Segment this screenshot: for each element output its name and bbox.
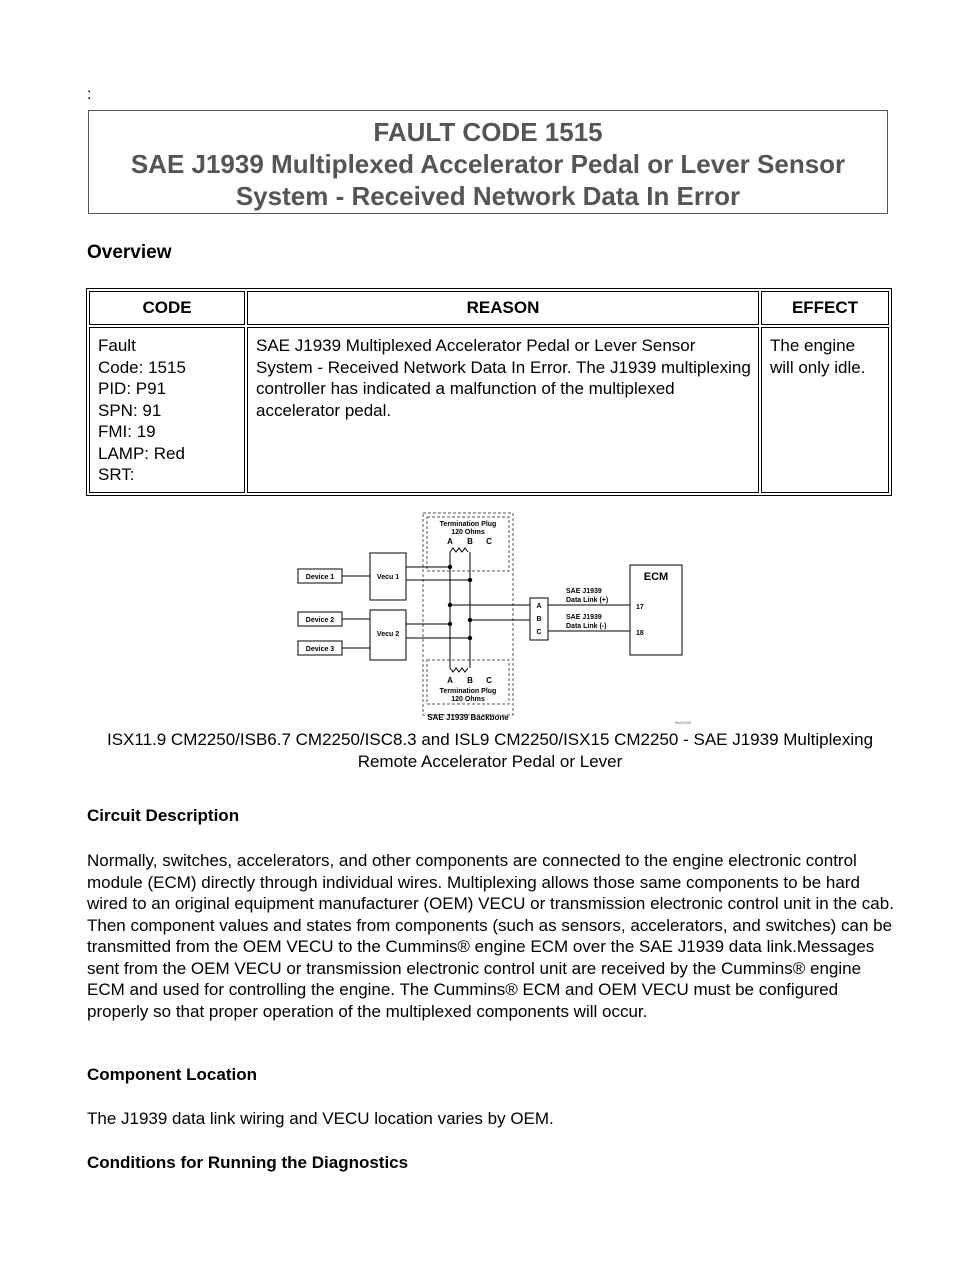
data-link-minus-label-2: Data Link (-) — [566, 623, 607, 630]
header-reason: REASON — [247, 291, 759, 325]
header-code: CODE — [89, 291, 245, 325]
top-pin-a: A — [447, 537, 453, 546]
connector-pin-b: B — [536, 616, 542, 623]
vecu-1-label: Vecu 1 — [376, 574, 400, 581]
figure-caption: ISX11.9 CM2250/ISB6.7 CM2250/ISC8.3 and ISL9 CM2250/ISX15 CM2250 - SAE J1939 Multiplexing Remote Accelerator Pedal or Lever — [106, 730, 874, 771]
page-colon: : — [87, 86, 92, 103]
connector-pin-c: C — [536, 629, 542, 636]
device-2-label: Device 2 — [305, 617, 335, 624]
top-pin-c: C — [486, 537, 492, 546]
backbone-label: SAE J1939 Backbone — [427, 713, 509, 722]
device-1-label: Device 1 — [305, 574, 335, 581]
overview-table — [86, 288, 892, 496]
top-pin-b: B — [467, 537, 473, 546]
title-line-1: FAULT CODE 1515 — [373, 117, 603, 147]
ecm-pin-17: 17 — [636, 604, 644, 611]
overview-heading: Overview — [87, 242, 172, 263]
title-line-2: SAE J1939 Multiplexed Accelerator Pedal or Lever Sensor — [130, 149, 846, 179]
top-resistor — [450, 548, 468, 552]
table-header-row — [89, 291, 889, 325]
code-line: PID: P91 — [98, 379, 167, 398]
splice-dot — [448, 565, 452, 569]
connector-pin-a: A — [536, 603, 542, 610]
data-link-plus-label-2: Data Link (+) — [566, 597, 609, 604]
fault-code-title-box — [88, 110, 888, 214]
table-row — [89, 327, 889, 493]
component-location-heading: Component Location — [87, 1065, 257, 1084]
circuit-description-text: Normally, switches, accelerators, and other components are connected to the engine electronic control module (ECM) directly through individual wires. Multiplexing allows those same components to be hard wired to an original equipment manufacturer (OEM) VECU or transmission electronic control unit in the cab. Then component values and states from components (such as sensors, accelerators, and switches) can be transmitted from the OEM VECU to the Cummins® engine ECM over the SAE J1939 data link.Messages sent from the OEM VECU or transmission electronic control unit are received by the Cummins® engine ECM and used for controlling the engine. The Cummins® ECM and OEM VECU must be configured properly so that proper operation of the multiplexed components will occur. — [87, 851, 894, 1021]
j1939-wiring-diagram — [290, 508, 710, 728]
ecm-pin-18: 18 — [636, 630, 644, 637]
splice-dot — [468, 636, 472, 640]
code-line: Fault — [98, 336, 136, 355]
bottom-plug-label: Termination Plug — [439, 688, 497, 695]
splice-dot — [468, 618, 472, 622]
bottom-plug-ohms: 120 Ohms — [451, 696, 485, 703]
vecu-2-label: Vecu 2 — [376, 631, 400, 638]
splice-dot — [448, 603, 452, 607]
title-line-3: System - Received Network Data In Error — [235, 181, 741, 211]
component-location-text: The J1939 data link wiring and VECU location varies by OEM. — [87, 1109, 554, 1128]
bottom-pin-a: A — [447, 676, 453, 685]
splice-dot — [468, 578, 472, 582]
circuit-description-heading: Circuit Description — [87, 806, 240, 825]
top-plug-label: Termination Plug — [439, 521, 497, 528]
bottom-pin-b: B — [467, 676, 473, 685]
header-effect: EFFECT — [761, 291, 889, 325]
code-line: FMI: 19 — [98, 422, 156, 441]
data-link-minus-label-1: SAE J1939 — [566, 614, 602, 621]
reason-cell: SAE J1939 Multiplexed Accelerator Pedal or Lever Sensor System - Received Network Data In Error. The J1939 multiplexing controller has indicated a malfunction of the multiplexed accelerator pedal. — [247, 327, 759, 493]
code-line: LAMP: Red — [98, 443, 185, 463]
bottom-pin-c: C — [486, 676, 492, 685]
code-line: SRT: — [98, 465, 135, 484]
conditions-heading: Conditions for Running the Diagnostics — [87, 1153, 409, 1172]
splice-dot — [448, 622, 452, 626]
ecm-label: ECM — [643, 571, 669, 583]
code-line: SPN: 91 — [98, 400, 162, 420]
effect-cell: The engine will only idle. — [761, 327, 889, 493]
device-3-label: Device 3 — [305, 646, 335, 653]
data-link-plus-label-1: SAE J1939 — [566, 588, 602, 595]
code-line: Code: 1515 — [98, 357, 186, 377]
figure-id: f9c01900 — [674, 720, 692, 725]
bottom-resistor — [450, 668, 468, 672]
top-plug-ohms: 120 Ohms — [451, 529, 485, 536]
code-cell — [89, 327, 245, 493]
